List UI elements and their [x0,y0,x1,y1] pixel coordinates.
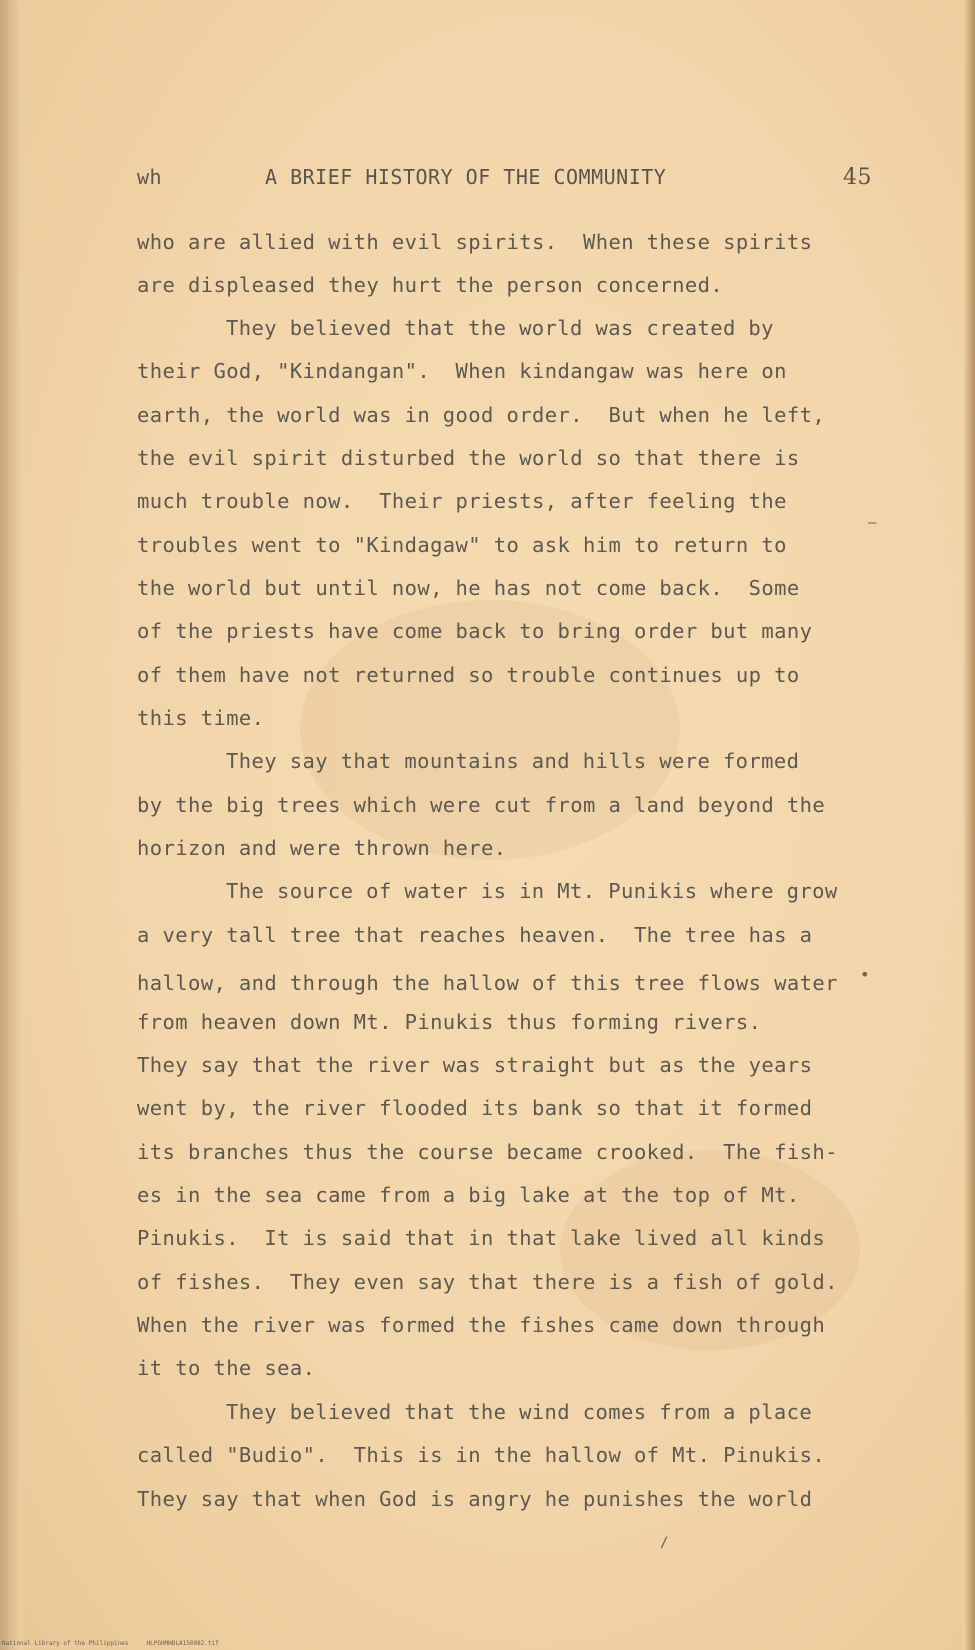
text-line: Pinukis. It is said that in that lake lived all kinds [137,1226,826,1250]
text-line: are displeased they hurt the person concerned. [137,273,724,297]
pencil-mark: / [660,1535,669,1551]
text-line: much trouble now. Their priests, after feeling the [137,489,787,513]
text-line: horizon and were thrown here. [137,836,507,860]
text-line: troubles went to "Kindagaw" to ask him to return to [137,533,787,557]
text-line: They say that mountains and hills were formed [226,749,800,773]
text-line: They believed that the world was created by [226,316,774,340]
text-line: who are allied with evil spirits. When these spirits [137,230,813,254]
text-line: hallow, and through the hallow of this tree flows water [137,971,838,995]
text-line: They believed that the wind comes from a place [226,1400,813,1424]
text-line: it to the sea. [137,1356,316,1380]
text-line: They say that when God is angry he punishes the world [137,1487,813,1511]
header-initials: wh [137,165,163,189]
text-line: earth, the world was in good order. But when he left, [137,403,826,427]
text-line: When the river was formed the fishes came down through [137,1313,826,1337]
text-line: the evil spirit disturbed the world so that there is [137,446,800,470]
header-title: A BRIEF HISTORY OF THE COMMUNITY [265,165,667,189]
text-line: of them have not returned so trouble continues up to [137,663,800,687]
text-line: They say that the river was straight but as the years [137,1053,813,1077]
text-line: called "Budio". This is in the hallow of Mt. Pinukis. [137,1443,826,1467]
page-number: 45 [843,165,872,190]
page-edge-right [963,0,975,1650]
text-line: of the priests have come back to bring order but many [137,619,813,643]
page-header [137,165,872,195]
text-line: of fishes. They even say that there is a fish of gold. [137,1270,838,1294]
text-line: the world but until now, he has not come back. Some [137,576,800,600]
text-line: their God, "Kindangan". When kindangaw was here on [137,359,787,383]
text-line: from heaven down Mt. Pinukis thus forming rivers. [137,1010,762,1034]
text-line: went by, the river flooded its bank so that it formed [137,1096,813,1120]
pencil-mark: — [868,515,877,531]
text-line: its branches thus the course became crooked. The fish- [137,1140,838,1164]
text-line: this time. [137,706,265,730]
text-line: by the big trees which were cut from a land beyond the [137,793,826,817]
page-edge-left [0,0,22,1650]
ink-mark: • [860,965,870,984]
text-line: The source of water is in Mt. Punikis where grow [226,879,838,903]
text-line: a very tall tree that reaches heaven. The tree has a [137,923,813,947]
text-line: es in the sea came from a big lake at the top of Mt. [137,1183,800,1207]
scan-footer: National Library of the Philippines HLPGHMHDLA150082.tif [2,1640,219,1647]
